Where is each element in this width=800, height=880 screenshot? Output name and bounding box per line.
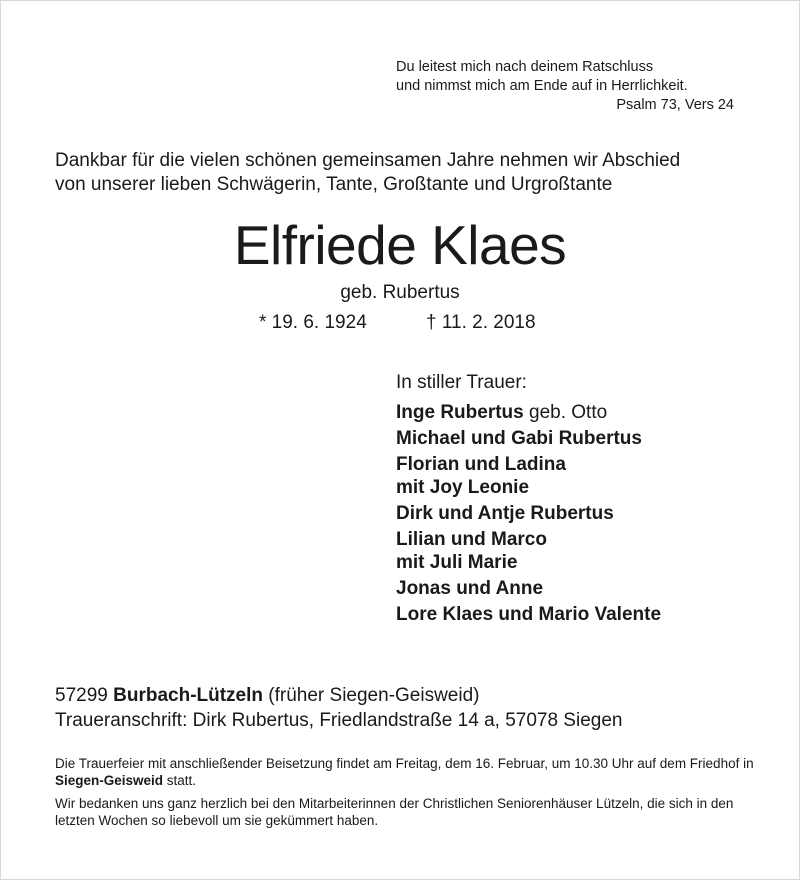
notice-text	[55, 755, 755, 835]
intro-text	[55, 149, 680, 197]
mourner-group	[396, 502, 661, 525]
former-town: (früher Siegen-Geisweid)	[263, 685, 480, 706]
birth-date: * 19. 6. 1924	[259, 312, 367, 333]
funeral-text-2: statt.	[163, 773, 197, 788]
address-block	[55, 683, 622, 733]
mourner-group	[396, 577, 661, 600]
mourner-name: Inge Rubertus	[396, 402, 524, 423]
maiden-name: geb. Rubertus	[340, 282, 460, 303]
funeral-text-1: Die Trauerfeier mit anschließender Beisetzung findet am Freitag, dem 16. Februar, um 10.30 Uhr auf dem Friedhof in	[55, 756, 754, 771]
intro-line-2: von unserer lieben Schwägerin, Tante, Großtante und Urgroßtante	[55, 174, 613, 195]
psalm-line-1: Du leitest mich nach deinem Ratschluss	[396, 59, 654, 75]
funeral-place: Siegen-Geisweid	[55, 773, 164, 788]
mourning-address: Traueranschrift: Dirk Rubertus, Friedlandstraße 14 a, 57078 Siegen	[55, 710, 623, 731]
psalm-quote	[396, 58, 734, 115]
mourner-name: Dirk und Antje Rubertus	[396, 503, 614, 524]
residence-line	[55, 683, 622, 708]
thanks-notice: Wir bedanken uns ganz herzlich bei den Mitarbeiterinnen der Christlichen Seniorenhäuser Lützeln, die sich in den letzten Wochen so liebevoll um sie gekümmert haben.	[55, 796, 734, 828]
mourner-name: Michael und Gabi Rubertus	[396, 428, 642, 449]
mourner-name: mit Juli Marie	[396, 552, 518, 573]
psalm-line-2: und nimmst mich am Ende auf in Herrlichkeit.	[396, 78, 688, 94]
mourner-name: mit Joy Leonie	[396, 477, 530, 498]
zip-code: 57299	[55, 685, 114, 706]
mourner-group	[396, 603, 661, 626]
mourner-name: Lore Klaes und Mario Valente	[396, 604, 662, 625]
mourner-name: Florian und Ladina	[396, 454, 566, 475]
deceased-name: Elfriede Klaes	[233, 214, 567, 276]
mourner-maiden: geb. Otto	[523, 402, 608, 423]
mourner-group	[396, 427, 661, 450]
mourners-heading: In stiller Trauer:	[396, 372, 527, 393]
death-date: † 11. 2. 2018	[426, 312, 536, 333]
mourners-list	[396, 401, 661, 629]
psalm-reference: Psalm 73, Vers 24	[616, 97, 734, 113]
town-name: Burbach-Lützeln	[113, 685, 264, 706]
mourner-group	[396, 528, 661, 574]
mourner-name: Jonas und Anne	[396, 578, 544, 599]
mourner-group	[396, 453, 661, 499]
mourner-group	[396, 401, 661, 424]
intro-line-1: Dankbar für die vielen schönen gemeinsamen Jahre nehmen wir Abschied	[55, 150, 681, 171]
funeral-notice	[55, 755, 755, 789]
mourner-name: Lilian und Marco	[396, 529, 547, 550]
